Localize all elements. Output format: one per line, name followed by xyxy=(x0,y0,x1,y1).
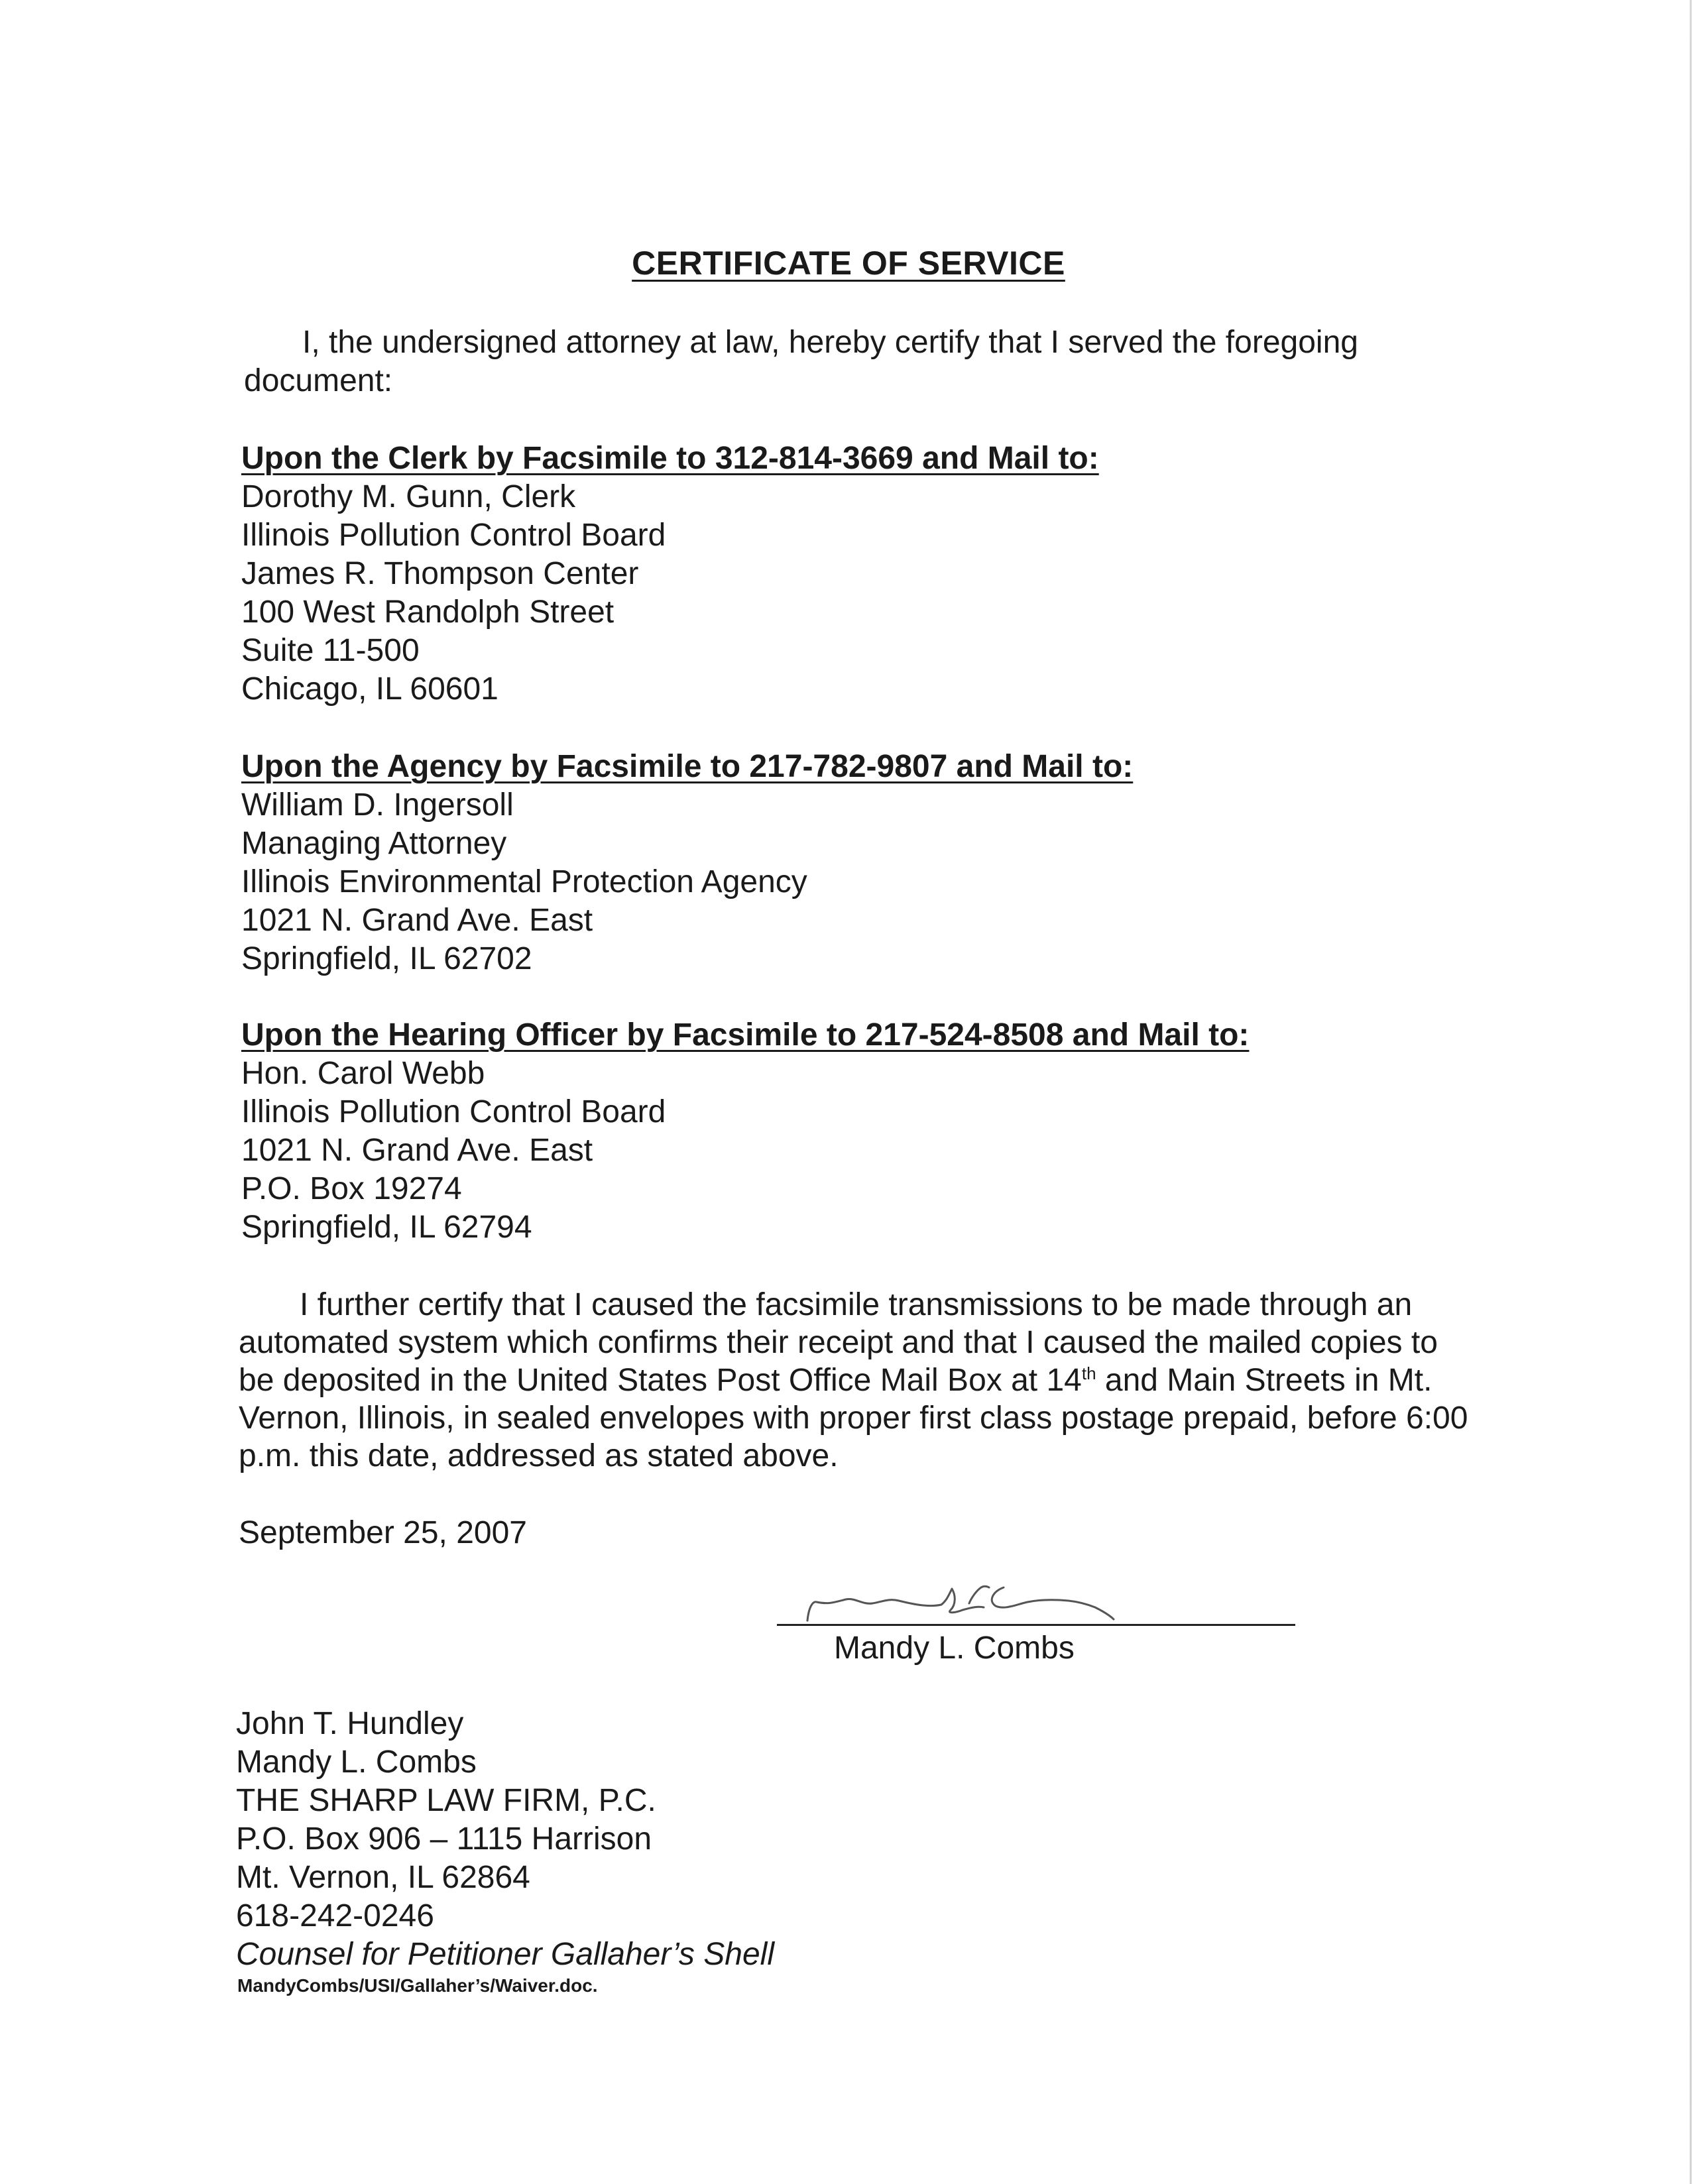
page-edge-shadow xyxy=(1690,0,1692,2184)
counsel-line: John T. Hundley xyxy=(236,1706,464,1741)
certification-paragraph xyxy=(239,1286,1472,1475)
address-line: Illinois Pollution Control Board xyxy=(241,1094,666,1129)
ordinal-suffix: th xyxy=(1081,1363,1096,1383)
counsel-role: Counsel for Petitioner Gallaher’s Shell xyxy=(236,1937,774,1972)
section-heading: Upon the Hearing Officer by Facsimile to 217-524-8508 and Mail to: xyxy=(241,1017,1250,1053)
address-line: P.O. Box 19274 xyxy=(241,1171,462,1206)
address-line: Springfield, IL 62794 xyxy=(241,1210,532,1245)
counsel-line: 618-242-0246 xyxy=(236,1898,434,1933)
certification-text-part1: I further certify that I caused the facsimile transmissions to be made through an automated system which confirms their receipt and that I caused the mailed copies to be deposited in the United States Post Office Mail Box at 14 xyxy=(239,1287,1438,1398)
counsel-block xyxy=(236,1705,774,1974)
section-heading: Upon the Clerk by Facsimile to 312-814-3669 and Mail to: xyxy=(241,441,1099,476)
certification-text-part2: and Main Streets in Mt. Vernon, Illinois, in sealed envelopes with proper first class postage prepaid, before 6:00 p.m. this date, addressed as stated above. xyxy=(239,1363,1468,1473)
counsel-line: Mt. Vernon, IL 62864 xyxy=(236,1860,530,1895)
counsel-line: THE SHARP LAW FIRM, P.C. xyxy=(236,1783,656,1818)
address-line: Managing Attorney xyxy=(241,826,507,861)
handwritten-signature xyxy=(782,1561,1167,1627)
service-section-hearing-officer xyxy=(241,1016,1249,1247)
section-heading: Upon the Agency by Facsimile to 217-782-9807 and Mail to: xyxy=(241,749,1134,784)
service-section-clerk xyxy=(241,439,1099,709)
address-line: James R. Thompson Center xyxy=(241,556,639,591)
address-line: Hon. Carol Webb xyxy=(241,1056,485,1091)
signatory-name: Mandy L. Combs xyxy=(834,1631,1075,1666)
document-title: CERTIFICATE OF SERVICE xyxy=(632,245,1065,282)
counsel-line: P.O. Box 906 – 1115 Harrison xyxy=(236,1821,652,1857)
address-line: Chicago, IL 60601 xyxy=(241,671,498,707)
address-line: 100 West Randolph Street xyxy=(241,595,614,630)
address-line: Suite 11-500 xyxy=(241,633,420,668)
address-line: Dorothy M. Gunn, Clerk xyxy=(241,479,576,514)
file-reference: MandyCombs/USI/Gallaher’s/Waiver.doc. xyxy=(237,1975,598,1996)
address-line: Springfield, IL 62702 xyxy=(241,941,532,976)
address-line: Illinois Environmental Protection Agency xyxy=(241,864,807,899)
signature-date: September 25, 2007 xyxy=(239,1515,527,1550)
signature-line xyxy=(777,1624,1295,1626)
address-line: 1021 N. Grand Ave. East xyxy=(241,1133,593,1168)
address-line: Illinois Pollution Control Board xyxy=(241,518,666,553)
address-line: 1021 N. Grand Ave. East xyxy=(241,903,593,938)
counsel-line: Mandy L. Combs xyxy=(236,1745,477,1780)
intro-paragraph: I, the undersigned attorney at law, hereby certify that I served the foregoing document: xyxy=(244,325,1358,398)
service-section-agency xyxy=(241,748,1133,978)
address-line: William D. Ingersoll xyxy=(241,787,514,823)
